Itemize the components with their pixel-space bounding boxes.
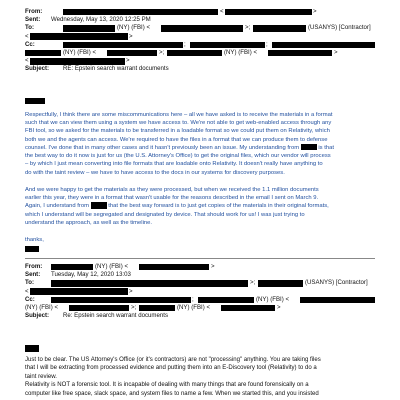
cc-line: Cc: ; (NY) (FBI) < (0, 296, 400, 304)
redaction-bar (63, 25, 115, 32)
cc-line: Cc: ; ; (0, 41, 400, 49)
sent-line (0, 16, 400, 24)
subject-value: RE: Epstein search warrant documents (63, 65, 169, 73)
cc-label: Cc: (25, 295, 35, 303)
sent-label: Sent: (25, 16, 41, 24)
cc-line-3: < > (25, 57, 130, 65)
to-line: To: (NY) (FBI) < >; (USANYS) [Contractor] (25, 24, 371, 32)
subject-line (0, 65, 400, 73)
from-line: From: (NY) (FBI) < > (25, 263, 215, 270)
from-line: From: < > (25, 8, 317, 15)
from-label: From: (25, 8, 43, 15)
from-label: From: (25, 263, 43, 270)
subject-label: Subject: (25, 312, 50, 320)
cc-line-2: (NY) (FBI) < >; (NY) (FBI) < > (25, 303, 281, 311)
redaction-bar (51, 264, 93, 271)
redaction-bar (107, 50, 157, 57)
redaction-bar (225, 9, 312, 16)
sent-value: Wednesday, May 13, 2020 12:25 PM (51, 16, 151, 24)
greeting-redaction (25, 345, 39, 352)
redaction-bar (301, 144, 317, 150)
redaction-bar (300, 297, 375, 304)
redaction-bar (51, 297, 191, 304)
separator-line (25, 258, 375, 259)
cc-line-2: (NY) (FBI) < >; (NY) (FBI) < > (0, 49, 400, 57)
subject-line (0, 312, 400, 320)
email-header-2 (0, 263, 400, 320)
redaction-bar (30, 288, 128, 295)
redaction-bar (51, 280, 248, 287)
redaction-bar (221, 305, 275, 312)
redaction-bar (167, 50, 222, 57)
greeting-redaction (25, 98, 45, 104)
cc-label: Cc: (25, 40, 35, 48)
to-label: To: (25, 24, 35, 32)
to-label: To: (25, 279, 35, 287)
redaction-bar (268, 50, 332, 57)
sent-label: Sent: (25, 271, 41, 279)
message-1-paragraph-2: And we were happy to get the materials as they were processed, but when we received the 1.1 million documents earlier this year, they were in a format that wasn't usable for the reasons described in the email I sent on March 9. Again, I understand from that the best way forward is to just get copies of the materials in their original formats, which I understand will be segregated and designated by device. That should work for us! I was just trying to understand the approach, as well as the timeline. (25, 187, 329, 226)
email-header-1 (0, 8, 400, 74)
message-1-signoff (25, 236, 385, 244)
redaction-bar (253, 25, 306, 32)
subject-value: Re: Epstein search warrant documents (63, 312, 168, 320)
redaction-bar (190, 42, 265, 49)
signature-redaction (25, 246, 39, 252)
redaction-bar (91, 202, 107, 208)
redaction-bar (69, 305, 129, 312)
redaction-bar (258, 280, 303, 287)
redaction-bar (63, 42, 183, 49)
sent-line (0, 271, 400, 279)
redaction-bar (272, 42, 375, 49)
redaction-bar (161, 25, 243, 32)
message-1-paragraph-1: Respectfully, I think there are some miscommunications here – all we have asked is to receive the materials in a format such that we can view them using a system we have access to. We're not able to get web-enabled access through any FBI tool, so we asked for the materials to be transferred in a loadable format so we could put them on Relativity, which both we and the agents can access. We're required to have the files in a format that we can produce them to defense counsel. I've done that in many other cases and it hasn't previously been an issue. My understanding from is that the best way to do it now is just for us (the U.S. Attorney's Office) to get the original files, which our vendor will process – by which I just mean converting into file formats that are loadable onto Relativity. It doesn't really have anything to do with the taint review – we have to have access to the docs in our systems for discovery purposes. (25, 112, 334, 176)
redaction-bar (139, 305, 175, 312)
sent-value: Tuesday, May 12, 2020 13:03 (51, 271, 131, 279)
thanks-text: thanks, (25, 237, 44, 243)
subject-label: Subject: (25, 65, 50, 73)
redaction-bar (139, 264, 209, 271)
message-2-body: Just to be clear. The US Attorney's Office (or it's contractors) are not "processing" anything. You are taking files that I will be extracting from processed evidence and putting them into an E-Discovery tool (Relativity) to do a taint review. Relativity is NOT a forensic tool. It is incapable of dealing with many things that are found forensically on a computer like free space, slack space, and system files to name a few. When we started this, and you insisted (25, 357, 321, 397)
redaction-bar (63, 9, 218, 16)
redaction-bar (25, 50, 61, 57)
to-line: To: >; (USANYS) [Contractor] (25, 279, 368, 287)
to-line-2: < > (25, 32, 133, 40)
to-line-2: < > (25, 287, 133, 295)
redaction-bar (30, 33, 128, 40)
redaction-bar (198, 297, 254, 304)
redaction-bar (30, 58, 125, 65)
